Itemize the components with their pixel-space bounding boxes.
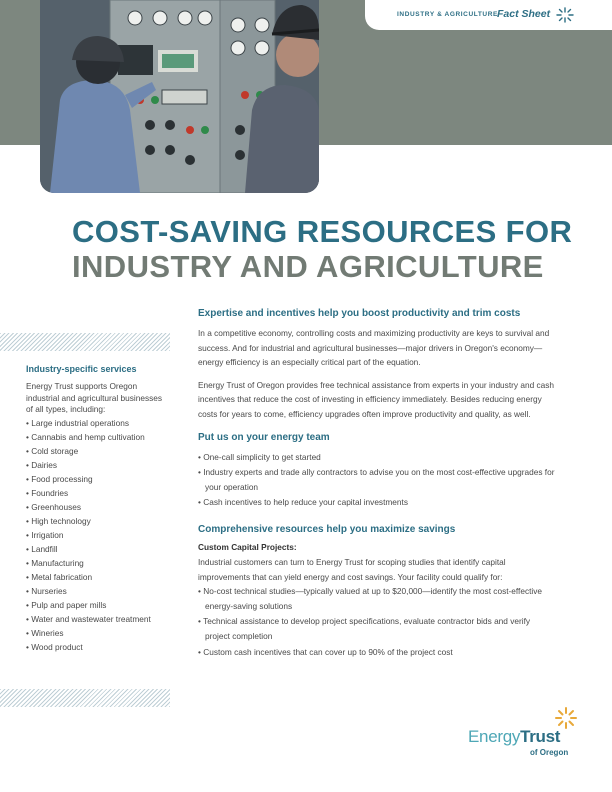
industry-list [26,416,171,654]
list-item: • Metal fabrication [26,570,171,584]
logo-tagline: of Oregon [530,748,569,757]
list-item: • Wineries [26,626,171,640]
paragraph: Energy Trust of Oregon provides free technical assistance from experts in your industry and cash incentives that reduce the cost of investing in efficiency immediately. Besides reducing energy costs for years to come, efficiency upgrades often improve productivity and quality, as well. [198,379,555,419]
list-item: • High technology [26,514,171,528]
section-heading-energy-team: Put us on your energy team [198,431,330,443]
sidebar-intro: Energy Trust supports Oregon industrial and agricultural businesses of all types, including: [26,381,163,415]
section-heading-resources: Comprehensive resources help you maximize savings [198,523,456,535]
list-item: • Wood product [26,640,171,654]
list-item: • Manufacturing [26,556,171,570]
list-item: • Pulp and paper mills [26,598,171,612]
list-item: • Irrigation [26,528,171,542]
energy-trust-logo [468,706,578,762]
main-content [198,308,556,667]
logo-word-energy: Energy [468,727,521,746]
list-item: • Cannabis and hemp cultivation [26,430,171,444]
list-item: • Foundries [26,486,171,500]
list-item: • No-cost technical studies—typically valued at up to $20,000—identify the most cost-effective energy-saving solutions [198,584,556,613]
category-label: INDUSTRY & AGRICULTURE [397,11,498,18]
fact-sheet-label: Fact Sheet [497,8,551,20]
list-item: • Industry experts and trade ally contractors to advise you on the most cost-effective upgrades for your operation [198,465,556,494]
list-item: • Nurseries [26,584,171,598]
section-heading-expertise: Expertise and incentives help you boost productivity and trim costs [198,308,521,319]
custom-capital-list [198,584,556,659]
list-item: • Food processing [26,472,171,486]
sidebar-heading: Industry-specific services [26,364,137,374]
list-item: • Water and wastewater treatment [26,612,171,626]
sidebar [26,364,171,654]
subheading-custom-capital: Custom Capital Projects: [198,541,297,552]
page-title-line1: COST-SAVING RESOURCES FOR [72,214,573,249]
list-item: • Landfill [26,542,171,556]
logo-word-trust: Trust [520,727,561,746]
paragraph: In a competitive economy, controlling costs and maximizing productivity are keys to survival and success. And for industrial and agricultural businesses—major drivers in Oregon's economy—energy efficiency is an especially critical part of the equation. [198,328,550,368]
list-item: • Technical assistance to develop project specifications, evaluate contractor bids and verify project completion [198,614,556,643]
list-item: • Large industrial operations [26,416,171,430]
list-item: • Dairies [26,458,171,472]
list-item: • Greenhouses [26,500,171,514]
logo-wordmark [468,727,560,747]
energy-team-list [198,450,556,510]
list-item: • Custom cash incentives that can cover up to 90% of the project cost [198,645,556,660]
decorative-hatch-top [0,333,170,351]
sunburst-icon [556,7,574,28]
list-item: • Cold storage [26,444,171,458]
decorative-hatch-bottom [0,689,170,707]
list-item: • One-call simplicity to get started [198,450,556,465]
factory-control-panel-photo [40,0,319,193]
paragraph: Industrial customers can turn to Energy Trust for scoping studies that identify capital improvements that can yield energy and cost savings. Your facility could qualify for: [198,556,506,582]
list-item: • Cash incentives to help reduce your capital investments [198,495,556,510]
page-title-line2: INDUSTRY AND AGRICULTURE [72,249,544,284]
